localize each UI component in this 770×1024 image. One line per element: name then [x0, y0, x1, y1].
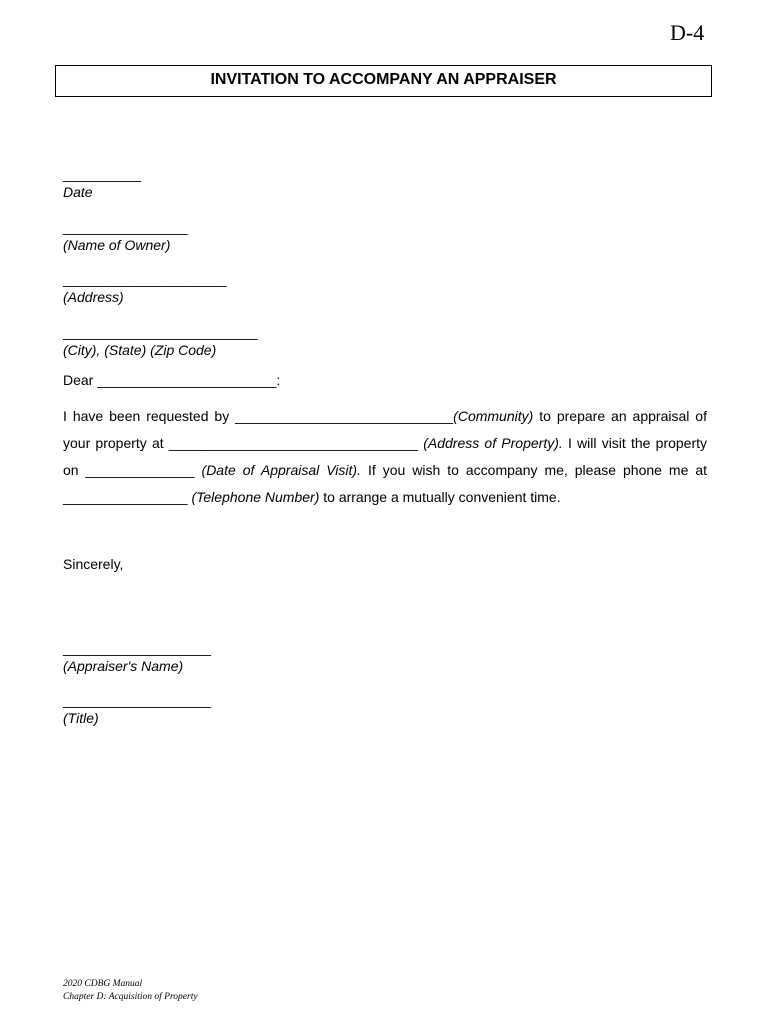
address-of-property-label: (Address of Property).: [423, 435, 563, 451]
date-field: [63, 166, 141, 200]
body-paragraph: [63, 403, 707, 511]
body-text-5: to arrange a mutually convenient time.: [319, 489, 561, 505]
body-text-1: I have been requested by ____________________________: [63, 408, 454, 424]
date-blank: __________: [63, 166, 141, 182]
title-box: [55, 65, 712, 97]
footer: [63, 978, 198, 1004]
appraiser-title-blank: ___________________: [63, 692, 211, 708]
appraiser-name-blank: ___________________: [63, 640, 211, 656]
page-id: D-4: [670, 20, 705, 45]
address-field: [63, 271, 227, 305]
owner-field: [63, 219, 188, 253]
footer-chapter: Chapter D: Acquisition of Property: [63, 992, 198, 1002]
owner-label: (Name of Owner): [63, 237, 171, 253]
date-label: Date: [63, 184, 93, 200]
city-field: [63, 324, 258, 358]
address-blank: _____________________: [63, 271, 227, 287]
telephone-number-label: (Telephone Number): [191, 489, 320, 505]
appraiser-title-field: [63, 692, 211, 726]
body-text-4: If you wish to accompany me, please phone me at ________________: [63, 462, 708, 505]
appraiser-name-field: [63, 640, 211, 674]
city-label: (City), (State) (Zip Code): [63, 342, 217, 358]
city-blank: _________________________: [63, 324, 258, 340]
document-title: INVITATION TO ACCOMPANY AN APPRAISER: [210, 71, 557, 88]
closing: Sincerely,: [63, 556, 124, 572]
body-text-3: I will visit the property on ______________: [63, 435, 708, 478]
appraiser-title-label: (Title): [63, 710, 99, 726]
body-text-2: to prepare an appraisal of your property at ________________________________: [63, 408, 707, 451]
salutation: Dear _______________________:: [63, 372, 281, 388]
community-label: (Community): [453, 408, 534, 424]
address-label: (Address): [63, 289, 124, 305]
footer-manual: 2020 CDBG Manual: [63, 979, 143, 989]
appraiser-name-label: (Appraiser's Name): [63, 658, 184, 674]
appraisal-visit-date-label: (Date of Appraisal Visit).: [201, 462, 361, 478]
owner-blank: ________________: [63, 219, 188, 235]
